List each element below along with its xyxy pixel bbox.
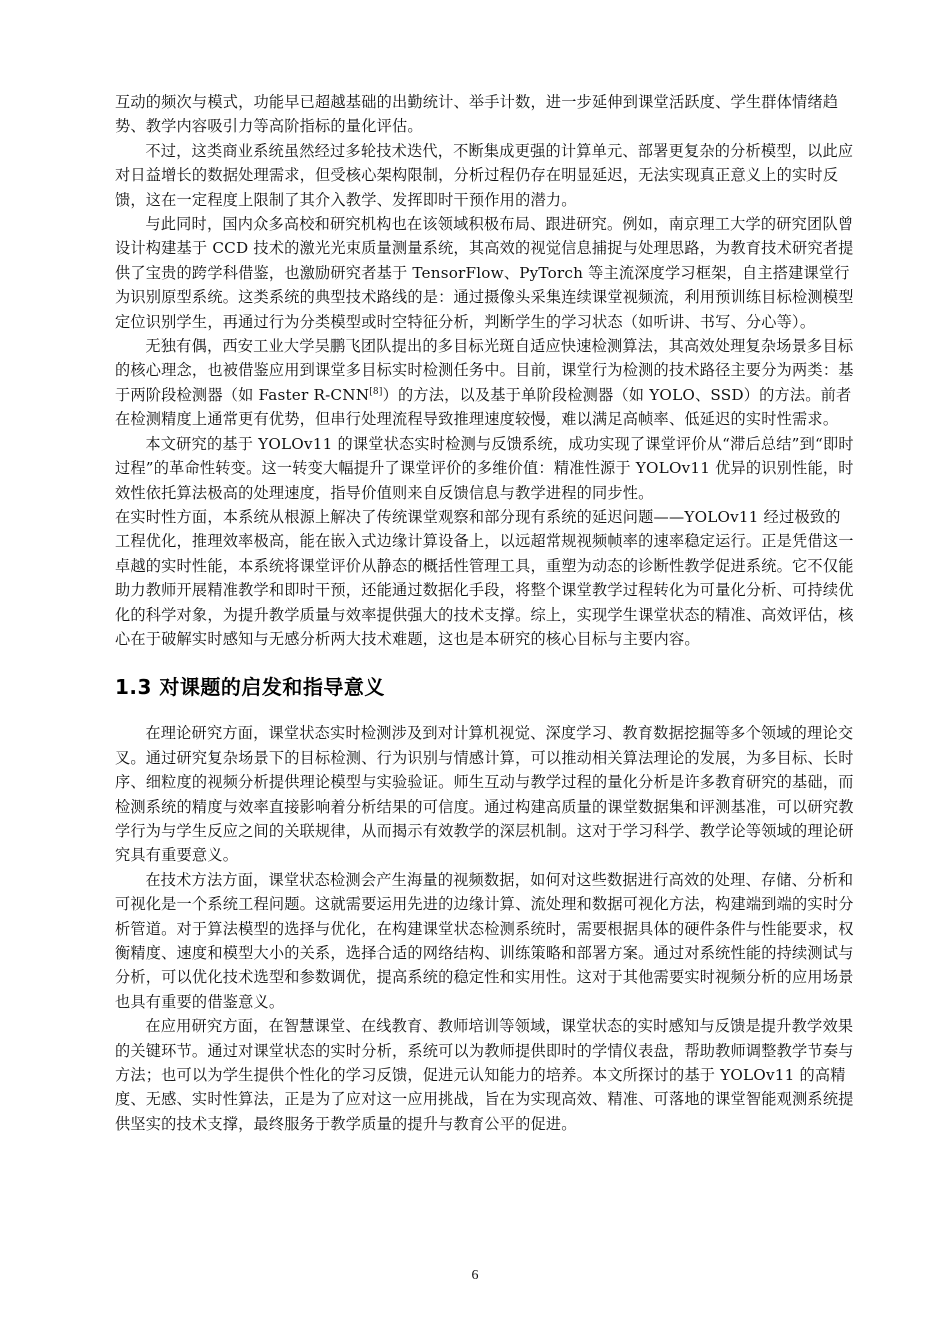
paragraph: 在实时性方面，本系统从根源上解决了传统课堂观察和部分现有系统的延迟问题——YOLOv11 经过极致的工程优化，推理效率极高，能在嵌入式边缘计算设备上，以远超常规视频帧率的速率稳定运行。正是凭借这一卓越的实时性能，本系统将课堂评价从静态的概括性管理工具，重塑为动态的诊断性教学促进系统。它不仅能助力教师开展精准教学和即时干预，还能通过数据化手段，将整个课堂教学过程转化为可量化分析、可持续优化的科学对象，为提升教学质量与效率提供强大的技术支撑。综上，实现学生课堂状态的精准、高效评估，核心在于破解实时感知与无感分析两大技术难题，这也是本研究的核心目标与主要内容。: [115, 507, 854, 648]
paragraph: 在理论研究方面，课堂状态实时检测涉及到对计算机视觉、深度学习、教育数据挖掘等多个领域的理论交叉。通过研究复杂场景下的目标检测、行为识别与情感计算，可以推动相关算法理论的发展，为多目标、长时序、细粒度的视频分析提供理论模型与实验验证。师生互动与教学过程的量化分析是许多教育研究的基础，而检测系统的精度与效率直接影响着分析结果的可信度。通过构建高质量的课堂数据集和评测基准，可以研究教学行为与学生反应之间的关联规律，从而揭示有效教学的深层机制。这对于学习科学、教学论等领域的理论研究具有重要意义。: [115, 724, 854, 865]
paragraph-text: ）的方法，以及基于单阶段检测器（如 YOLO、SSD）的方法。前者在检测精度上通常更有优势，但串行处理流程导致推理速度较慢，难以满足高帧率、低延迟的实时性需求。: [115, 385, 852, 429]
paragraph: [115, 334, 855, 432]
paragraph-text: 无独有偶，西安工业大学吴鹏飞团队提出的多目标光斑自适应快速检测算法，其高效处理复杂场景多目标的核心理念，也被借鉴应用到课堂多目标实时检测任务中。目前，课堂行为检测的技术路径主要分为两类：基于两阶段检测器（如 Faster R-CNN: [115, 337, 854, 404]
paragraph: 与此同时，国内众多高校和研究机构也在该领域积极布局、跟进研究。例如，南京理工大学的研究团队曾设计构建基于 CCD 技术的激光光束质量测量系统，其高效的视觉信息捕捉与处理思路，为教育技术研究者提供了宝贵的跨学科借鉴，也激励研究者基于 TensorFlow、PyTorch 等主流深度学习框架，自主搭建课堂行为识别原型系统。这类系统的典型技术路线的是：通过摄像头采集连续课堂视频流，利用预训练目标检测模型定位识别学生，再通过行为分类模型或时空特征分析，判断学生的学习状态（如听讲、书写、分心等）。: [115, 215, 854, 331]
paragraph: 在应用研究方面，在智慧课堂、在线教育、教师培训等领域，课堂状态的实时感知与反馈是提升教学效果的关键环节。通过对课堂状态的实时分析，系统可以为教师提供即时的学情仪表盘，帮助教师调整教学节奏与方法；也可以为学生提供个性化的学习反馈，促进元认知能力的培养。本文所探讨的基于 YOLOv11 的高精度、无感、实时性算法，正是为了应对这一应用挑战，旨在为实现高效、精准、可落地的课堂智能观测系统提供坚实的技术支撑，最终服务于教学质量的提升与教育公平的促进。: [115, 1017, 854, 1133]
citation-ref: [8]: [369, 386, 383, 397]
paragraph: 本文研究的基于 YOLOv11 的课堂状态实时检测与反馈系统，成功实现了课堂评价从“滞后总结”到“即时过程”的革命性转变。这一转变大幅提升了课堂评价的多维价值：精准性源于 YOLOv11 优异的识别性能，时效性依托算法极高的处理速度，指导价值则来自反馈信息与教学进程的同步性。: [115, 434, 854, 502]
document-body: [115, 90, 855, 1136]
paragraph: 互动的频次与模式，功能早已超越基础的出勤统计、举手计数，进一步延伸到课堂活跃度、学生群体情绪趋势、教学内容吸引力等高阶指标的量化评估。: [115, 93, 839, 136]
section-heading: 1.3 对课题的启发和指导意义: [115, 675, 385, 700]
page-number: 6: [471, 1268, 479, 1283]
paragraph: 在技术方法方面，课堂状态检测会产生海量的视频数据，如何对这些数据进行高效的处理、存储、分析和可视化是一个系统工程问题。这就需要运用先进的边缘计算、流处理和数据可视化方法，构建端到端的实时分析管道。对于算法模型的选择与优化，在构建课堂状态检测系统时，需要根据具体的硬件条件与性能要求，权衡精度、速度和模型大小的关系，选择合适的网络结构、训练策略和部署方案。通过对系统性能的持续测试与分析，可以优化技术选型和参数调优，提高系统的稳定性和实用性。这对于其他需要实时视频分析的应用场景也具有重要的借鉴意义。: [115, 870, 854, 1011]
paragraph: 不过，这类商业系统虽然经过多轮技术迭代，不断集成更强的计算单元、部署更复杂的分析模型，以此应对日益增长的数据处理需求，但受核心架构限制，分析过程仍存在明显延迟，无法实现真正意义上的实时反馈，这在一定程度上限制了其介入教学、发挥即时干预作用的潜力。: [115, 141, 854, 209]
